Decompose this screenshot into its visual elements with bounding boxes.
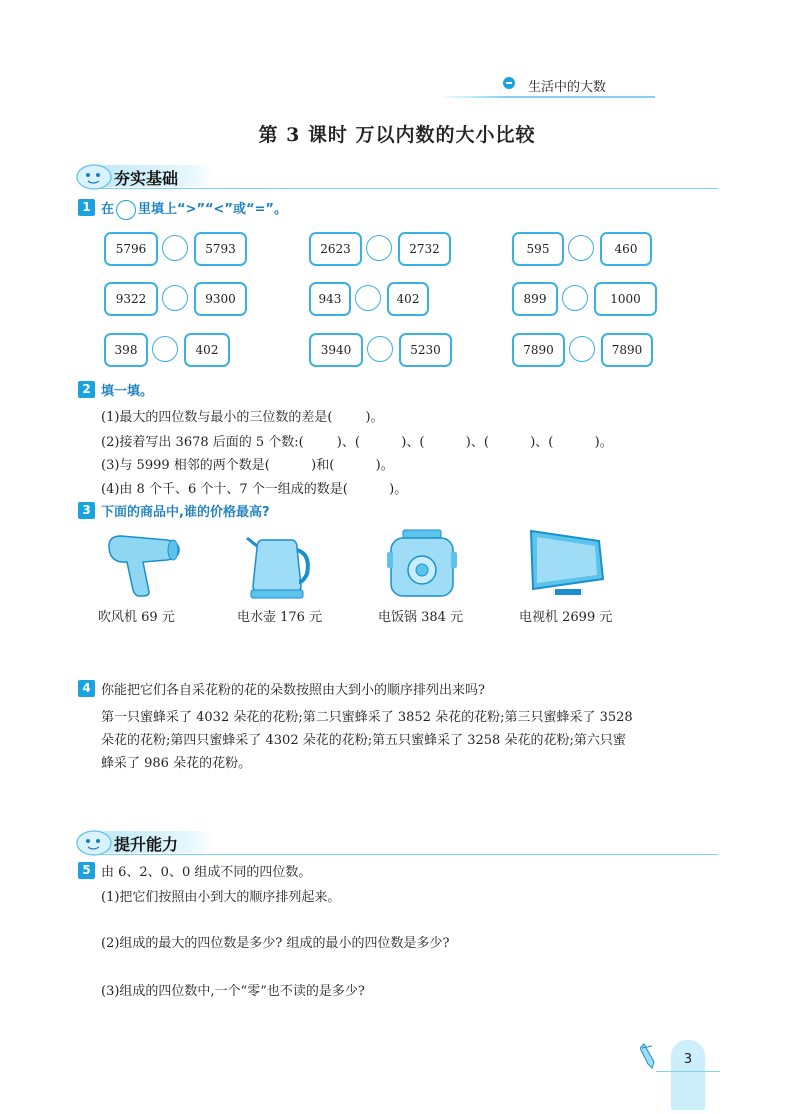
question-text: 填一填。 [101, 384, 154, 399]
answer-circle-input[interactable] [162, 285, 188, 311]
circle-blank-icon [116, 200, 136, 220]
question-number: 3 [78, 502, 95, 519]
section-title: 夯实基础 [114, 169, 179, 188]
paragraph-line: 蜂采了 986 朵花的花粉。 [101, 756, 252, 771]
number-box-right: 402 [184, 333, 230, 367]
question-text: 由 6、2、0、0 组成不同的四位数。 [101, 865, 312, 880]
fill-item: (4)由 8 个千、6 个十、7 个一组成的数是( )。 [101, 482, 408, 497]
section-title: 提升能力 [114, 835, 179, 854]
product-label: 电饭锅 384 元 [378, 610, 464, 625]
product-label: 电视机 2699 元 [519, 610, 613, 625]
number-box-left: 2623 [309, 232, 362, 266]
chapter-dot-icon [503, 77, 515, 89]
answer-circle-input[interactable] [355, 285, 381, 311]
number-box-left: 9322 [104, 282, 158, 316]
q1-text-before: 在 [101, 202, 115, 217]
chapter-title: 生活中的大数 [528, 80, 607, 95]
number-box-left: 5796 [104, 232, 158, 266]
pencil-icon [640, 1042, 662, 1070]
answer-circle-input[interactable] [367, 336, 393, 362]
page-number-divider [656, 1071, 720, 1072]
q1-text-after: 里填上“>”“<”或“=”。 [138, 202, 287, 217]
paragraph-line: 朵花的花粉;第四只蜜蜂采了 4302 朵花的花粉;第五只蜜蜂采了 3258 朵花的花粉;第六只蜜 [101, 733, 626, 748]
fill-item: (3)与 5999 相邻的两个数是( )和( )。 [101, 458, 394, 473]
fill-item: (1)最大的四位数与最小的三位数的差是( )。 [101, 410, 384, 425]
number-box-left: 3940 [309, 333, 363, 367]
number-box-right: 2732 [398, 232, 451, 266]
paragraph-line: 第一只蜜蜂采了 4032 朵花的花粉;第二只蜜蜂采了 3852 朵花的花粉;第三只蜜蜂采了 3528 [101, 710, 633, 725]
answer-circle-input[interactable] [562, 285, 588, 311]
answer-circle-input[interactable] [366, 235, 392, 261]
number-box-left: 943 [309, 282, 351, 316]
tv-icon [527, 527, 607, 599]
question-text: 你能把它们各自采花粉的花的朵数按照由大到小的顺序排列出来吗? [101, 683, 485, 698]
number-box-left: 7890 [512, 333, 565, 367]
question-number: 4 [78, 680, 95, 697]
question-number: 1 [78, 199, 95, 216]
answer-circle-input[interactable] [568, 235, 594, 261]
cartoon-mascot-icon [74, 825, 114, 857]
kettle-icon [245, 526, 315, 602]
answer-circle-input[interactable] [569, 336, 595, 362]
answer-circle-input[interactable] [152, 336, 178, 362]
section-banner-basics [74, 163, 718, 189]
product-label: 吹风机 69 元 [98, 610, 175, 625]
question-number: 2 [78, 381, 95, 398]
question-text [101, 198, 287, 220]
page-number-tab [671, 1040, 705, 1110]
header-divider [440, 96, 655, 98]
rice-cooker-icon [385, 526, 459, 602]
page-number: 3 [683, 1052, 693, 1067]
cartoon-mascot-icon [74, 159, 114, 191]
question-number: 5 [78, 862, 95, 879]
lesson-title: 第 3 课时 万以内数的大小比较 [258, 124, 536, 146]
number-box-left: 398 [104, 333, 148, 367]
hair-dryer-icon [103, 530, 183, 598]
sub-question: (1)把它们按照由小到大的顺序排列起来。 [101, 890, 341, 905]
number-box-right: 460 [600, 232, 652, 266]
sub-question: (2)组成的最大的四位数是多少? 组成的最小的四位数是多少? [101, 936, 450, 951]
number-box-right: 7890 [601, 333, 653, 367]
fill-item: (2)接着写出 3678 后面的 5 个数:( )、( )、( )、( )、( )。 [101, 435, 613, 450]
section-banner-improve [74, 829, 718, 855]
number-box-left: 595 [512, 232, 564, 266]
question-text: 下面的商品中,谁的价格最高? [101, 505, 270, 520]
number-box-right: 9300 [194, 282, 247, 316]
product-label: 电水壶 176 元 [237, 610, 323, 625]
number-box-right: 402 [387, 282, 429, 316]
number-box-right: 1000 [594, 282, 657, 316]
number-box-right: 5793 [194, 232, 247, 266]
number-box-right: 5230 [399, 333, 452, 367]
answer-circle-input[interactable] [162, 235, 188, 261]
number-box-left: 899 [512, 282, 558, 316]
sub-question: (3)组成的四位数中,一个“零”也不读的是多少? [101, 984, 365, 999]
